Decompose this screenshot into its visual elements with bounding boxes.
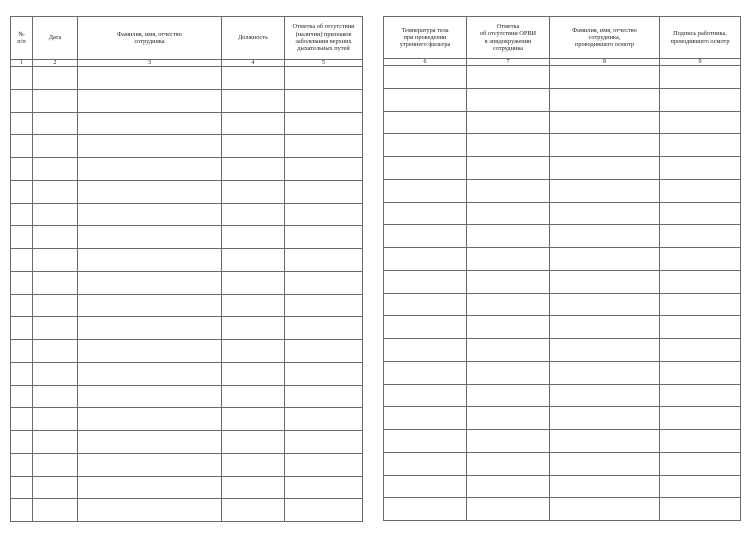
table-cell <box>11 203 33 226</box>
header-row <box>384 17 741 59</box>
table-cell <box>550 134 660 157</box>
table-cell <box>11 431 33 454</box>
table-row <box>384 225 741 248</box>
table-cell <box>550 452 660 475</box>
table-cell <box>222 317 285 340</box>
table-cell <box>11 271 33 294</box>
table-cell <box>550 248 660 271</box>
table-row <box>11 499 363 522</box>
table-cell <box>467 316 550 339</box>
table-cell <box>78 67 222 90</box>
table-cell <box>285 203 363 226</box>
table-cell <box>384 361 467 384</box>
table-cell <box>285 499 363 522</box>
table-cell <box>222 135 285 158</box>
column-header-examiner-name: Фамилия, имя, отчество сотрудника, проводившего осмотр <box>550 17 660 59</box>
table-cell <box>11 249 33 272</box>
table-cell <box>33 135 78 158</box>
table-cell <box>33 340 78 363</box>
column-header-arvi-contacts: Отметка об отсутствии ОРВИ в эпидокружении сотрудника <box>467 17 550 59</box>
table-cell <box>78 453 222 476</box>
table-cell <box>78 112 222 135</box>
table-cell <box>11 317 33 340</box>
table-cell <box>78 89 222 112</box>
table-cell <box>11 226 33 249</box>
column-number: 6 <box>384 59 467 66</box>
table-cell <box>384 157 467 180</box>
table-row <box>11 431 363 454</box>
table-cell <box>222 408 285 431</box>
table-cell <box>222 431 285 454</box>
table-cell <box>78 340 222 363</box>
table-cell <box>550 66 660 89</box>
table-cell <box>660 157 741 180</box>
table-cell <box>660 202 741 225</box>
table-cell <box>550 339 660 362</box>
table-cell <box>384 316 467 339</box>
table-cell <box>550 430 660 453</box>
table-cell <box>384 111 467 134</box>
table-row <box>384 430 741 453</box>
table-cell <box>222 226 285 249</box>
table-cell <box>660 452 741 475</box>
table-cell <box>384 270 467 293</box>
table-cell <box>78 135 222 158</box>
table-cell <box>550 361 660 384</box>
table-cell <box>660 430 741 453</box>
table-cell <box>660 248 741 271</box>
table-cell <box>285 112 363 135</box>
table-cell <box>33 112 78 135</box>
column-number: 2 <box>33 60 78 67</box>
table-cell <box>660 475 741 498</box>
table-cell <box>550 270 660 293</box>
table-row <box>384 407 741 430</box>
table-cell <box>222 249 285 272</box>
table-cell <box>33 271 78 294</box>
table-cell <box>550 475 660 498</box>
column-number: 4 <box>222 60 285 67</box>
table-cell <box>285 362 363 385</box>
table-cell <box>222 453 285 476</box>
table-cell <box>467 361 550 384</box>
table-cell <box>550 293 660 316</box>
table-cell <box>11 112 33 135</box>
table-cell <box>550 157 660 180</box>
table-cell <box>285 249 363 272</box>
table-cell <box>33 180 78 203</box>
table-cell <box>222 499 285 522</box>
table-cell <box>33 317 78 340</box>
table-cell <box>550 88 660 111</box>
table-cell <box>550 316 660 339</box>
table-cell <box>467 430 550 453</box>
table-cell <box>467 384 550 407</box>
table-cell <box>222 203 285 226</box>
table-cell <box>660 134 741 157</box>
table-cell <box>222 271 285 294</box>
table-cell <box>11 158 33 181</box>
table-cell <box>660 225 741 248</box>
table-cell <box>660 498 741 521</box>
table-cell <box>11 294 33 317</box>
table-row <box>384 157 741 180</box>
table-cell <box>11 67 33 90</box>
table-cell <box>33 294 78 317</box>
table-cell <box>222 180 285 203</box>
table-cell <box>33 67 78 90</box>
table-cell <box>467 339 550 362</box>
table-cell <box>660 270 741 293</box>
table-cell <box>384 475 467 498</box>
table-row <box>384 361 741 384</box>
table-row <box>11 203 363 226</box>
table-row <box>384 66 741 89</box>
table-cell <box>11 340 33 363</box>
table-cell <box>33 385 78 408</box>
table-row <box>384 498 741 521</box>
table-cell <box>78 385 222 408</box>
table-cell <box>550 202 660 225</box>
table-cell <box>222 476 285 499</box>
table-cell <box>33 408 78 431</box>
table-row <box>384 316 741 339</box>
table-cell <box>285 408 363 431</box>
table-cell <box>78 317 222 340</box>
table-cell <box>660 361 741 384</box>
table-row <box>11 317 363 340</box>
table-cell <box>11 89 33 112</box>
table-cell <box>285 271 363 294</box>
table-cell <box>660 88 741 111</box>
table-cell <box>550 407 660 430</box>
table-cell <box>384 202 467 225</box>
table-row <box>11 453 363 476</box>
column-number-row <box>11 60 363 67</box>
table-cell <box>222 362 285 385</box>
table-cell <box>660 384 741 407</box>
table-cell <box>78 294 222 317</box>
table-cell <box>467 157 550 180</box>
table-cell <box>78 431 222 454</box>
table-cell <box>467 202 550 225</box>
table-cell <box>550 179 660 202</box>
table-cell <box>285 135 363 158</box>
table-cell <box>467 111 550 134</box>
table-cell <box>285 317 363 340</box>
table-cell <box>11 385 33 408</box>
column-header-date: Дата <box>33 17 78 60</box>
table-cell <box>660 179 741 202</box>
table-row <box>384 339 741 362</box>
table-cell <box>467 270 550 293</box>
table-cell <box>467 498 550 521</box>
table-row <box>11 226 363 249</box>
table-cell <box>285 453 363 476</box>
table-cell <box>467 248 550 271</box>
table-cell <box>78 476 222 499</box>
table-row <box>11 67 363 90</box>
table-row <box>384 384 741 407</box>
table-cell <box>384 339 467 362</box>
table-cell <box>285 89 363 112</box>
table-cell <box>285 226 363 249</box>
table-cell <box>550 498 660 521</box>
table-cell <box>384 384 467 407</box>
table-cell <box>285 158 363 181</box>
table-cell <box>33 226 78 249</box>
table-row <box>11 158 363 181</box>
table-cell <box>285 294 363 317</box>
table-cell <box>285 340 363 363</box>
table-cell <box>384 293 467 316</box>
table-cell <box>384 88 467 111</box>
table-cell <box>78 203 222 226</box>
table-cell <box>78 249 222 272</box>
table-cell <box>550 225 660 248</box>
table-cell <box>467 452 550 475</box>
header-row <box>11 17 363 60</box>
table-cell <box>222 67 285 90</box>
table-cell <box>285 67 363 90</box>
column-header-respiratory-symptoms: Отметка об отсутствии (наличии) признаков заболевания верхних дыхательных путей <box>285 17 363 60</box>
table-row <box>11 112 363 135</box>
table-cell <box>467 88 550 111</box>
table-row <box>11 271 363 294</box>
table-cell <box>11 499 33 522</box>
table-cell <box>222 340 285 363</box>
column-header-position: Должность <box>222 17 285 60</box>
table-cell <box>660 66 741 89</box>
column-number: 8 <box>550 59 660 66</box>
right-table-body <box>384 17 741 521</box>
table-cell <box>33 89 78 112</box>
table-row <box>11 385 363 408</box>
table-cell <box>285 431 363 454</box>
table-cell <box>33 362 78 385</box>
table-cell <box>33 203 78 226</box>
table-cell <box>222 294 285 317</box>
table-cell <box>222 112 285 135</box>
table-cell <box>384 248 467 271</box>
table-row <box>384 475 741 498</box>
table-cell <box>285 385 363 408</box>
table-cell <box>467 179 550 202</box>
table-cell <box>384 430 467 453</box>
table-cell <box>222 385 285 408</box>
column-header-temperature: Температура тела при проведении утреннего фильтра <box>384 17 467 59</box>
left-journal-table <box>10 16 363 522</box>
table-cell <box>660 407 741 430</box>
table-cell <box>285 180 363 203</box>
table-cell <box>33 476 78 499</box>
table-row <box>11 89 363 112</box>
table-cell <box>78 180 222 203</box>
table-cell <box>11 362 33 385</box>
column-number: 7 <box>467 59 550 66</box>
table-row <box>384 270 741 293</box>
column-number: 1 <box>11 60 33 67</box>
table-row <box>384 248 741 271</box>
left-table-body <box>11 17 363 522</box>
table-cell <box>78 158 222 181</box>
table-cell <box>78 408 222 431</box>
table-row <box>384 111 741 134</box>
table-cell <box>467 66 550 89</box>
table-cell <box>11 180 33 203</box>
column-number-row <box>384 59 741 66</box>
table-cell <box>78 271 222 294</box>
table-row <box>11 180 363 203</box>
table-cell <box>467 225 550 248</box>
table-cell <box>285 476 363 499</box>
table-cell <box>384 66 467 89</box>
right-journal-table <box>383 16 741 521</box>
table-row <box>384 452 741 475</box>
column-header-number: № п/п <box>11 17 33 60</box>
table-cell <box>78 499 222 522</box>
column-number: 9 <box>660 59 741 66</box>
table-cell <box>550 384 660 407</box>
table-cell <box>78 226 222 249</box>
table-cell <box>467 407 550 430</box>
table-row <box>11 249 363 272</box>
table-row <box>11 340 363 363</box>
column-header-examiner-signature: Подпись работника, проводившего осмотр <box>660 17 741 59</box>
table-cell <box>467 475 550 498</box>
table-cell <box>660 111 741 134</box>
column-number: 3 <box>78 60 222 67</box>
table-row <box>11 135 363 158</box>
table-cell <box>33 499 78 522</box>
table-row <box>11 362 363 385</box>
table-row <box>384 293 741 316</box>
table-cell <box>384 452 467 475</box>
table-cell <box>78 362 222 385</box>
table-cell <box>384 498 467 521</box>
table-cell <box>11 453 33 476</box>
table-cell <box>384 225 467 248</box>
table-cell <box>660 316 741 339</box>
column-number: 5 <box>285 60 363 67</box>
table-cell <box>11 476 33 499</box>
table-cell <box>384 407 467 430</box>
table-cell <box>660 293 741 316</box>
table-row <box>384 88 741 111</box>
table-cell <box>33 453 78 476</box>
table-cell <box>467 293 550 316</box>
column-header-employee-name: Фамилия, имя, отчество сотрудника <box>78 17 222 60</box>
table-cell <box>660 339 741 362</box>
table-cell <box>33 431 78 454</box>
table-row <box>11 294 363 317</box>
table-cell <box>222 158 285 181</box>
table-cell <box>384 179 467 202</box>
table-cell <box>33 249 78 272</box>
table-cell <box>33 158 78 181</box>
table-row <box>11 476 363 499</box>
table-row <box>384 179 741 202</box>
table-row <box>384 134 741 157</box>
table-row <box>384 202 741 225</box>
table-cell <box>467 134 550 157</box>
table-row <box>11 408 363 431</box>
table-cell <box>11 408 33 431</box>
table-cell <box>384 134 467 157</box>
table-cell <box>222 89 285 112</box>
table-cell <box>550 111 660 134</box>
table-cell <box>11 135 33 158</box>
